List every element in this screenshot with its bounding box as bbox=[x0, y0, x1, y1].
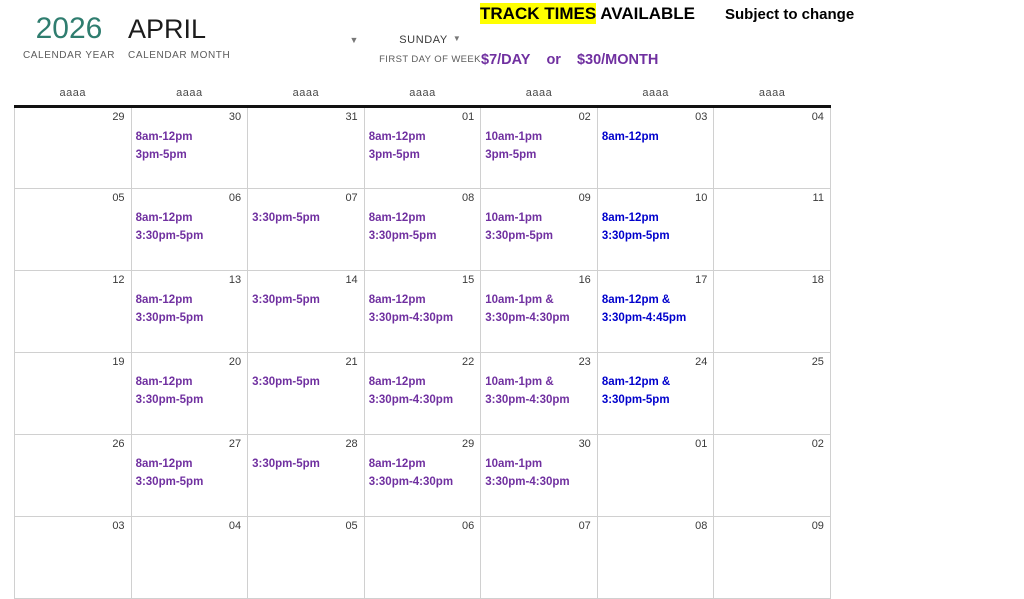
subject-to-change-note: Subject to change bbox=[725, 6, 855, 23]
event-time: 8am-12pm bbox=[135, 294, 193, 306]
calendar-week-row bbox=[15, 517, 831, 599]
calendar-month-block bbox=[128, 12, 358, 61]
calendar-day-cell[interactable] bbox=[248, 435, 365, 517]
calendar-day-cell[interactable] bbox=[714, 189, 831, 271]
event-time: 3:30pm-5pm bbox=[368, 229, 437, 242]
calendar-body bbox=[15, 107, 831, 599]
calendar-header bbox=[0, 0, 1024, 88]
event-time: 8am-12pm bbox=[135, 212, 193, 224]
event-time: 3:30pm-5pm bbox=[601, 229, 670, 242]
day-number: 10 bbox=[695, 192, 708, 204]
calendar-day-cell[interactable] bbox=[248, 517, 365, 599]
day-number: 24 bbox=[695, 356, 708, 368]
day-number: 11 bbox=[812, 192, 824, 204]
event-time: 8am-12pm bbox=[368, 131, 426, 143]
event-time: 8am-12pm bbox=[368, 294, 426, 306]
day-number: 02 bbox=[811, 438, 824, 450]
calendar-day-cell[interactable] bbox=[364, 107, 481, 189]
day-number: 16 bbox=[578, 274, 591, 286]
day-number: 06 bbox=[228, 192, 242, 204]
calendar-day-cell[interactable] bbox=[248, 107, 365, 189]
day-number: 09 bbox=[578, 192, 591, 204]
event-time: 10am-1pm bbox=[485, 212, 543, 224]
track-times-banner-rest: AVAILABLE bbox=[596, 4, 696, 23]
day-number: 22 bbox=[462, 356, 475, 368]
calendar-day-cell[interactable] bbox=[364, 435, 481, 517]
chevron-down-icon[interactable]: ▼ bbox=[349, 35, 359, 45]
event-time: 3:30pm-5pm bbox=[252, 458, 320, 470]
day-number: 01 bbox=[695, 438, 708, 450]
calendar-day-cell[interactable] bbox=[15, 271, 132, 353]
event-time: 10am-1pm & bbox=[485, 376, 554, 388]
first-day-of-week-value[interactable]: SUNDAY bbox=[399, 34, 448, 46]
event-time: 3:30pm-5pm bbox=[135, 475, 204, 488]
calendar-day-cell[interactable] bbox=[364, 353, 481, 435]
calendar-day-cell[interactable] bbox=[15, 189, 132, 271]
event-time: 10am-1pm & bbox=[485, 294, 554, 306]
calendar-day-cell[interactable] bbox=[597, 435, 714, 517]
day-number: 14 bbox=[345, 274, 358, 286]
event-time: 8am-12pm & bbox=[601, 376, 671, 388]
day-of-week-header: aaaa bbox=[15, 84, 132, 107]
event-time: 3:30pm-5pm bbox=[252, 294, 320, 306]
price-per-day: $7/DAY bbox=[481, 52, 531, 68]
day-number: 01 bbox=[462, 111, 475, 123]
event-time: 3:30pm-5pm bbox=[601, 393, 670, 406]
calendar-day-cell[interactable] bbox=[481, 107, 598, 189]
day-number: 05 bbox=[345, 520, 358, 532]
calendar-day-cell[interactable] bbox=[131, 271, 248, 353]
day-number: 15 bbox=[462, 274, 475, 286]
event-time: 3pm-5pm bbox=[135, 148, 187, 161]
day-number: 26 bbox=[112, 438, 125, 450]
event-time: 10am-1pm bbox=[485, 131, 543, 143]
day-number: 13 bbox=[228, 274, 242, 286]
day-number: 09 bbox=[811, 520, 824, 532]
day-number: 06 bbox=[462, 520, 475, 532]
track-times-banner bbox=[480, 4, 695, 24]
day-number: 04 bbox=[811, 111, 824, 123]
calendar-year-block bbox=[14, 12, 124, 61]
day-of-week-header: aaaa bbox=[131, 84, 248, 107]
calendar-day-cell[interactable] bbox=[481, 435, 598, 517]
calendar-day-cell[interactable] bbox=[364, 271, 481, 353]
calendar-week-row bbox=[15, 435, 831, 517]
calendar-day-cell[interactable] bbox=[714, 107, 831, 189]
event-time: 3:30pm-5pm bbox=[135, 311, 204, 324]
event-time: 3:30pm-4:30pm bbox=[485, 311, 570, 324]
calendar-day-cell[interactable] bbox=[131, 107, 248, 189]
day-number: 02 bbox=[578, 111, 591, 123]
calendar-month-label: CALENDAR MONTH bbox=[128, 50, 231, 61]
calendar-day-cell[interactable] bbox=[131, 517, 248, 599]
calendar-day-cell[interactable] bbox=[481, 271, 598, 353]
event-time: 3:30pm-4:30pm bbox=[485, 393, 570, 406]
event-time: 8am-12pm bbox=[368, 458, 426, 470]
day-number: 29 bbox=[112, 111, 125, 123]
calendar-week-row bbox=[15, 107, 831, 189]
event-time: 8am-12pm bbox=[135, 131, 193, 143]
calendar-day-cell[interactable] bbox=[248, 353, 365, 435]
event-time: 8am-12pm bbox=[601, 212, 659, 224]
calendar-day-cell[interactable] bbox=[131, 353, 248, 435]
day-number: 29 bbox=[462, 438, 475, 450]
day-number: 17 bbox=[695, 274, 708, 286]
event-time: 3:30pm-5pm bbox=[135, 393, 204, 406]
event-time: 3pm-5pm bbox=[485, 148, 537, 161]
calendar-day-cell[interactable] bbox=[248, 189, 365, 271]
calendar-day-cell[interactable] bbox=[15, 517, 132, 599]
event-time: 3:30pm-5pm bbox=[252, 212, 320, 224]
event-time: 8am-12pm bbox=[135, 458, 193, 470]
calendar-day-cell[interactable] bbox=[131, 189, 248, 271]
day-number: 08 bbox=[462, 192, 475, 204]
day-number: 04 bbox=[228, 520, 242, 532]
calendar-day-cell[interactable] bbox=[15, 435, 132, 517]
day-number: 20 bbox=[228, 356, 242, 368]
chevron-down-icon[interactable]: ▼ bbox=[452, 34, 461, 44]
event-time: 3:30pm-5pm bbox=[135, 229, 204, 242]
pricing-line bbox=[481, 52, 658, 68]
calendar-week-row bbox=[15, 353, 831, 435]
event-time: 8am-12pm & bbox=[601, 294, 671, 306]
event-time: 3:30pm-4:30pm bbox=[485, 475, 570, 488]
day-number: 08 bbox=[695, 520, 708, 532]
track-times-highlight: TRACK TIMES bbox=[480, 4, 597, 23]
calendar-day-cell[interactable] bbox=[248, 271, 365, 353]
day-number: 18 bbox=[811, 274, 824, 286]
event-time: 8am-12pm bbox=[135, 376, 193, 388]
calendar-day-cell[interactable] bbox=[714, 517, 831, 599]
day-of-week-header-row bbox=[15, 84, 831, 107]
event-time: 8am-12pm bbox=[368, 376, 426, 388]
day-number: 27 bbox=[228, 438, 242, 450]
day-of-week-header: aaaa bbox=[481, 84, 598, 107]
first-day-of-week-block bbox=[376, 30, 484, 65]
calendar-day-cell[interactable] bbox=[597, 107, 714, 189]
day-number: 03 bbox=[112, 520, 125, 532]
day-of-week-header: aaaa bbox=[248, 84, 365, 107]
day-of-week-header: aaaa bbox=[714, 84, 831, 107]
calendar-day-cell[interactable] bbox=[481, 353, 598, 435]
calendar-day-cell[interactable] bbox=[597, 517, 714, 599]
event-time: 3:30pm-4:30pm bbox=[368, 311, 454, 324]
day-of-week-header: aaaa bbox=[364, 84, 481, 107]
event-time: 10am-1pm bbox=[485, 458, 543, 470]
price-per-month: $30/MONTH bbox=[576, 52, 659, 68]
event-time: 3:30pm-5pm bbox=[485, 229, 553, 242]
event-time: 3:30pm-4:45pm bbox=[601, 311, 687, 324]
calendar-day-cell[interactable] bbox=[597, 353, 714, 435]
first-day-of-week-label: FIRST DAY OF WEEK bbox=[379, 54, 481, 65]
calendar-week-row bbox=[15, 271, 831, 353]
day-number: 30 bbox=[228, 111, 242, 123]
calendar-day-cell[interactable] bbox=[714, 435, 831, 517]
calendar-day-cell[interactable] bbox=[364, 189, 481, 271]
day-number: 25 bbox=[811, 356, 824, 368]
day-number: 12 bbox=[112, 274, 125, 286]
price-separator: or bbox=[546, 52, 561, 68]
calendar-year-value[interactable]: 2026 bbox=[35, 12, 103, 45]
day-number: 03 bbox=[695, 111, 708, 123]
event-time: 8am-12pm bbox=[368, 212, 426, 224]
event-time: 3:30pm-4:30pm bbox=[368, 475, 454, 488]
event-time: 3pm-5pm bbox=[368, 148, 420, 161]
day-number: 07 bbox=[578, 520, 591, 532]
calendar-grid bbox=[14, 84, 831, 599]
day-number: 28 bbox=[345, 438, 358, 450]
calendar-day-cell[interactable] bbox=[481, 517, 598, 599]
calendar-week-row bbox=[15, 189, 831, 271]
day-number: 21 bbox=[345, 356, 358, 368]
day-number: 30 bbox=[578, 438, 591, 450]
calendar-day-cell[interactable] bbox=[131, 435, 248, 517]
calendar-day-cell[interactable] bbox=[364, 517, 481, 599]
day-number: 07 bbox=[345, 192, 358, 204]
day-of-week-header: aaaa bbox=[597, 84, 714, 107]
calendar-day-cell[interactable] bbox=[15, 353, 132, 435]
day-number: 05 bbox=[112, 192, 125, 204]
day-number: 31 bbox=[345, 111, 358, 123]
calendar-day-cell[interactable] bbox=[597, 189, 714, 271]
calendar-day-cell[interactable] bbox=[597, 271, 714, 353]
event-time: 8am-12pm bbox=[601, 131, 659, 143]
event-time: 3:30pm-5pm bbox=[252, 376, 320, 388]
calendar-day-cell[interactable] bbox=[481, 189, 598, 271]
calendar-day-cell[interactable] bbox=[714, 353, 831, 435]
calendar-day-cell[interactable] bbox=[714, 271, 831, 353]
calendar-year-label: CALENDAR YEAR bbox=[22, 50, 116, 61]
day-number: 23 bbox=[578, 356, 591, 368]
calendar-day-cell[interactable] bbox=[15, 107, 132, 189]
day-number: 19 bbox=[112, 356, 125, 368]
calendar-month-value[interactable]: APRIL bbox=[128, 14, 207, 44]
event-time: 3:30pm-4:30pm bbox=[368, 393, 454, 406]
